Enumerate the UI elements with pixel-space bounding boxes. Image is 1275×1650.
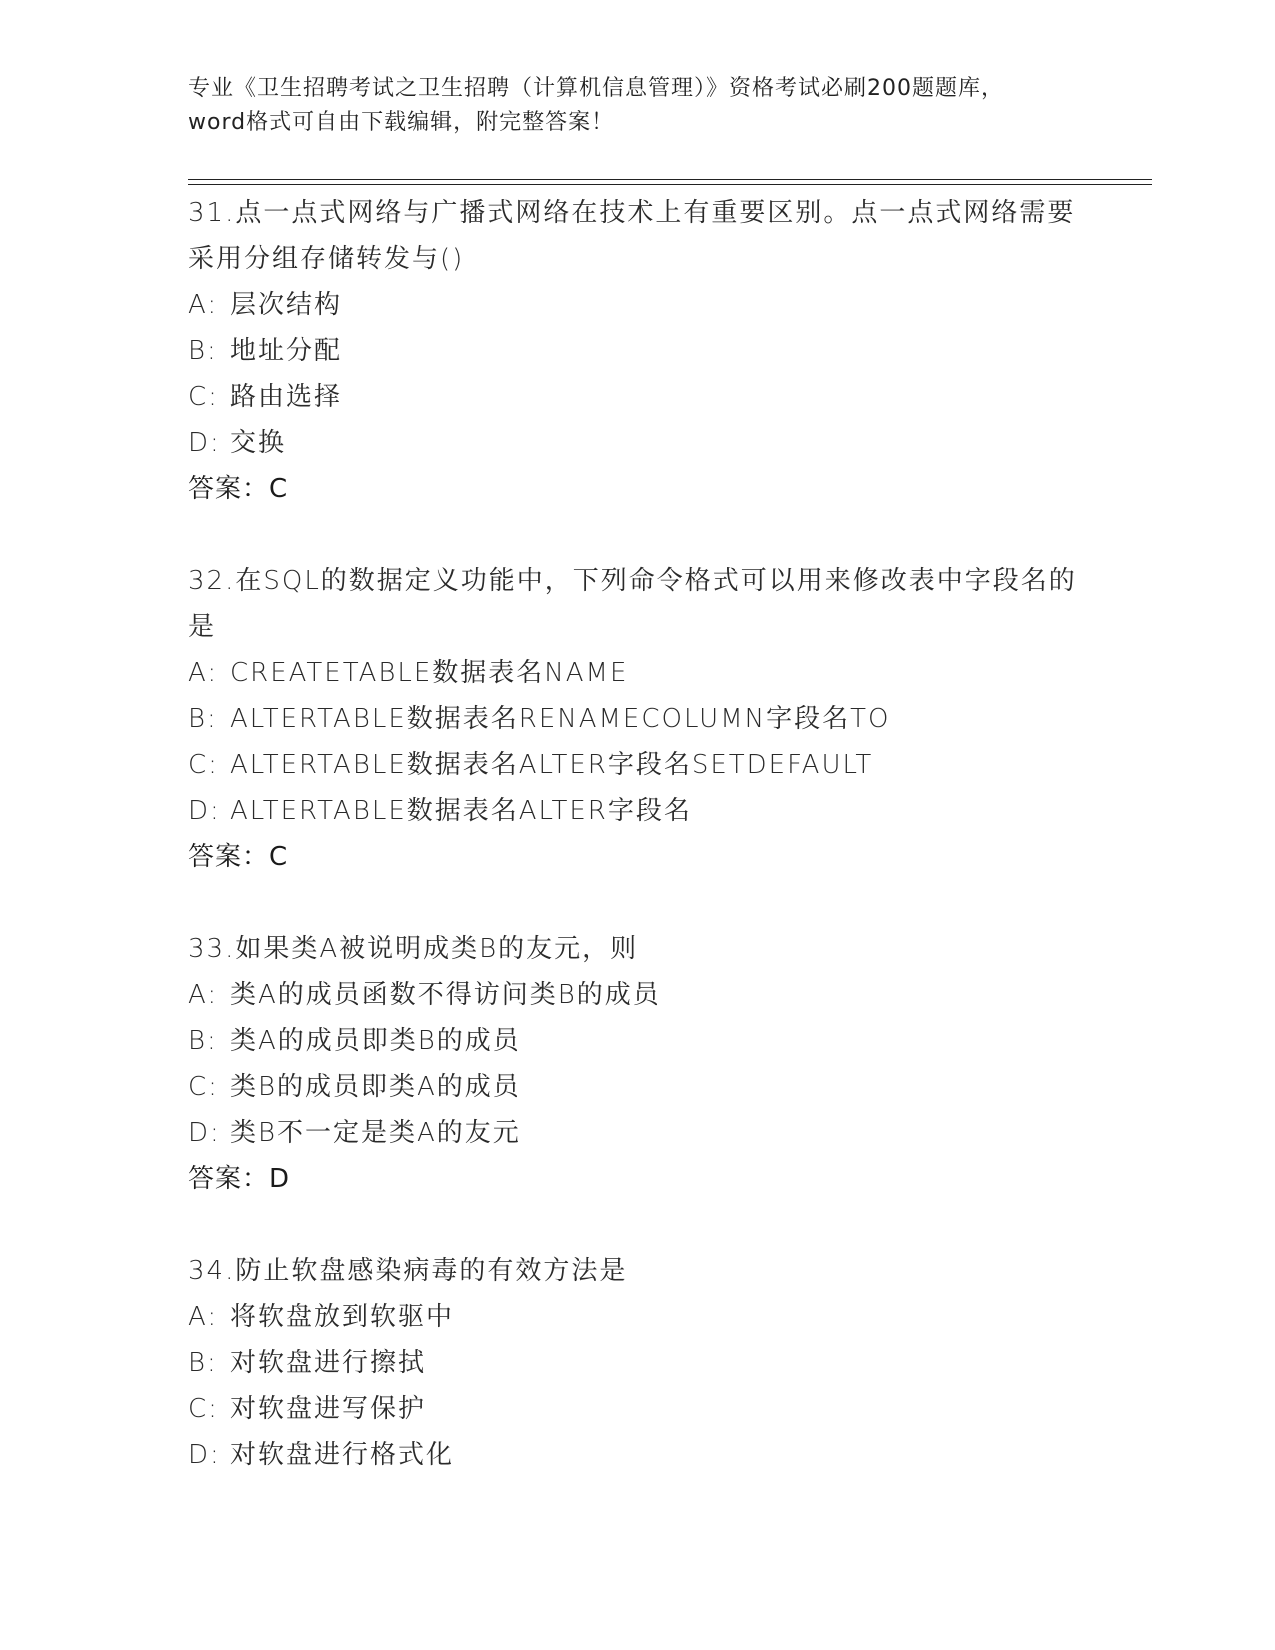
answer-label: 答案：C bbox=[188, 842, 289, 872]
question-spacer bbox=[188, 1202, 1088, 1248]
answer-label: 答案：C bbox=[188, 474, 289, 504]
option-key: D: bbox=[188, 428, 221, 458]
option-c bbox=[188, 1386, 1088, 1432]
option-b bbox=[188, 1340, 1088, 1386]
option-key: A: bbox=[188, 290, 219, 320]
question-text: 33.如果类A被说明成类B的友元，则 bbox=[188, 934, 639, 964]
option-d bbox=[188, 1110, 1088, 1156]
option-d bbox=[188, 788, 1088, 834]
option-text: 类A的成员函数不得访问类B的成员 bbox=[230, 980, 661, 1010]
option-text: 类A的成员即类B的成员 bbox=[230, 1026, 521, 1056]
option-key: B: bbox=[188, 704, 218, 734]
option-d bbox=[188, 420, 1088, 466]
option-key: C: bbox=[188, 1394, 219, 1424]
option-key: A: bbox=[188, 658, 219, 688]
option-key: A: bbox=[188, 1302, 219, 1332]
question-34 bbox=[188, 1248, 1088, 1478]
header-line-2: word格式可自由下载编辑，附完整答案！ bbox=[188, 110, 615, 135]
option-a bbox=[188, 282, 1088, 328]
option-text: 层次结构 bbox=[230, 290, 343, 320]
header-line-1: 专业《卫生招聘考试之卫生招聘（计算机信息管理）》资格考试必刷200题题库， bbox=[188, 76, 1004, 101]
option-key: B: bbox=[188, 336, 218, 366]
option-text: CREATETABLE数据表名NAME bbox=[230, 658, 629, 688]
option-key: B: bbox=[188, 1348, 218, 1378]
option-text: 对软盘进写保护 bbox=[230, 1394, 427, 1424]
question-31 bbox=[188, 190, 1088, 512]
option-text: 类B不一定是类A的友元 bbox=[230, 1118, 521, 1148]
option-b bbox=[188, 328, 1088, 374]
option-text: ALTERTABLE数据表名ALTER字段名SETDEFAULT bbox=[230, 750, 874, 780]
option-text: 对软盘进行格式化 bbox=[230, 1440, 455, 1470]
option-text: ALTERTABLE数据表名RENAMECOLUMN字段名TO bbox=[230, 704, 891, 734]
question-33 bbox=[188, 926, 1088, 1202]
option-a bbox=[188, 972, 1088, 1018]
option-key: B: bbox=[188, 1026, 218, 1056]
header-divider-bottom bbox=[188, 184, 1152, 185]
option-text: 对软盘进行擦拭 bbox=[230, 1348, 427, 1378]
option-key: D: bbox=[188, 1118, 221, 1148]
option-text: 地址分配 bbox=[230, 336, 343, 366]
answer-label: 答案：D bbox=[188, 1164, 291, 1194]
question-spacer bbox=[188, 512, 1088, 558]
option-b bbox=[188, 1018, 1088, 1064]
option-key: C: bbox=[188, 382, 219, 412]
option-key: D: bbox=[188, 796, 221, 826]
option-key: C: bbox=[188, 1072, 219, 1102]
document-header bbox=[188, 72, 1088, 140]
option-key: C: bbox=[188, 750, 219, 780]
option-text: 交换 bbox=[230, 428, 287, 458]
option-c bbox=[188, 1064, 1088, 1110]
option-b bbox=[188, 696, 1088, 742]
option-text: 路由选择 bbox=[230, 382, 343, 412]
option-c bbox=[188, 374, 1088, 420]
option-text: ALTERTABLE数据表名ALTER字段名 bbox=[230, 796, 692, 826]
option-text: 类B的成员即类A的成员 bbox=[230, 1072, 521, 1102]
option-text: 将软盘放到软驱中 bbox=[230, 1302, 455, 1332]
option-d bbox=[188, 1432, 1088, 1478]
option-a bbox=[188, 650, 1088, 696]
question-spacer bbox=[188, 880, 1088, 926]
question-text: 31.点一点式网络与广播式网络在技术上有重要区别。点一点式网络需要采用分组存储转发与() bbox=[188, 198, 1076, 274]
option-c bbox=[188, 742, 1088, 788]
header-divider-top bbox=[188, 179, 1152, 180]
question-text: 34.防止软盘感染病毒的有效方法是 bbox=[188, 1256, 628, 1286]
question-list bbox=[188, 190, 1088, 1478]
option-key: A: bbox=[188, 980, 219, 1010]
option-a bbox=[188, 1294, 1088, 1340]
question-32 bbox=[188, 558, 1088, 880]
question-text: 32.在SQL的数据定义功能中，下列命令格式可以用来修改表中字段名的是 bbox=[188, 566, 1077, 642]
option-key: D: bbox=[188, 1440, 221, 1470]
